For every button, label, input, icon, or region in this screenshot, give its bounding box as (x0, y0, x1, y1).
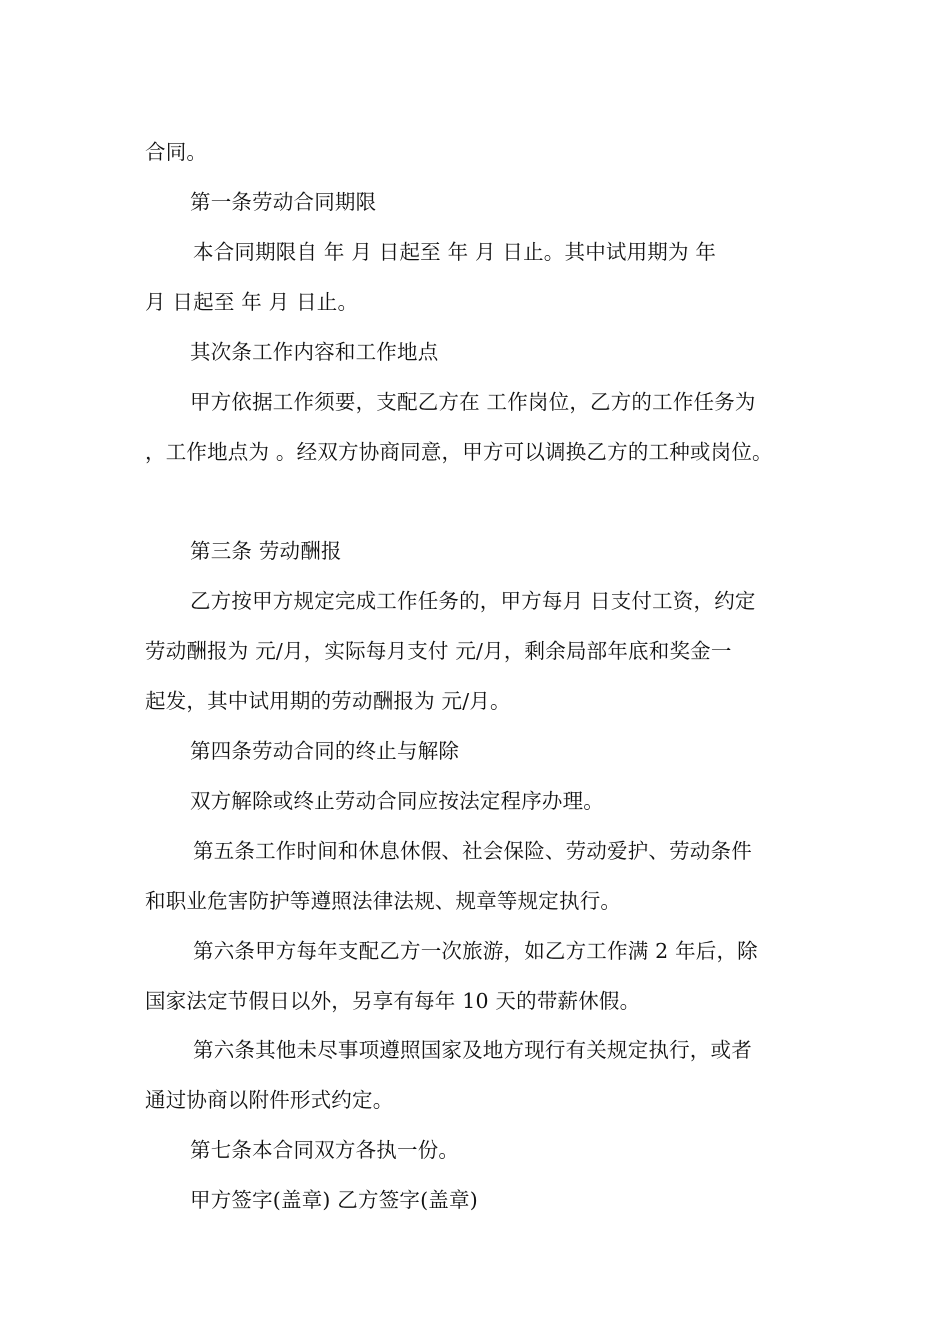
text-line: 第六条其他未尽事项遵照国家及地方现行有关规定执行，或者 (193, 1038, 752, 1062)
text-line: 甲方依据工作须要，支配乙方在 工作岗位，乙方的工作任务为 (190, 390, 756, 414)
text-line: 合同。 (145, 140, 208, 164)
signature-line: 甲方签字(盖章) 乙方签字(盖章) (190, 1188, 478, 1212)
text-line: 和职业危害防护等遵照法律法规、规章等规定执行。 (145, 889, 622, 913)
text-line: 通过协商以附件形式约定。 (145, 1088, 394, 1112)
text-line: 起发，其中试用期的劳动酬报为 元/月。 (145, 689, 511, 713)
text-line: 劳动酬报为 元/月，实际每月支付 元/月，剩余局部年底和奖金一 (145, 639, 732, 663)
article-heading: 第三条 劳动酬报 (190, 539, 342, 563)
article-heading: 第四条劳动合同的终止与解除 (190, 739, 460, 763)
text-line: 乙方按甲方规定完成工作任务的，甲方每月 日支付工资，约定 (190, 589, 756, 613)
text-line: 第七条本合同双方各执一份。 (190, 1138, 460, 1162)
text-line: 本合同期限自 年 月 日起至 年 月 日止。其中试用期为 年 (193, 240, 717, 264)
text-line: 双方解除或终止劳动合同应按法定程序办理。 (190, 789, 604, 813)
text-line: 第五条工作时间和休息休假、社会保险、劳动爱护、劳动条件 (193, 839, 752, 863)
text-line: 国家法定节假日以外，另享有每年 10 天的带薪休假。 (145, 989, 641, 1013)
article-heading: 其次条工作内容和工作地点 (190, 340, 439, 364)
article-heading: 第一条劳动合同期限 (190, 190, 377, 214)
text-line: 第六条甲方每年支配乙方一次旅游，如乙方工作满 2 年后，除 (193, 939, 758, 963)
text-line: 月 日起至 年 月 日止。 (145, 290, 359, 314)
text-line: ，工作地点为 。经双方协商同意，甲方可以调换乙方的工种或岗位。 (145, 440, 773, 464)
